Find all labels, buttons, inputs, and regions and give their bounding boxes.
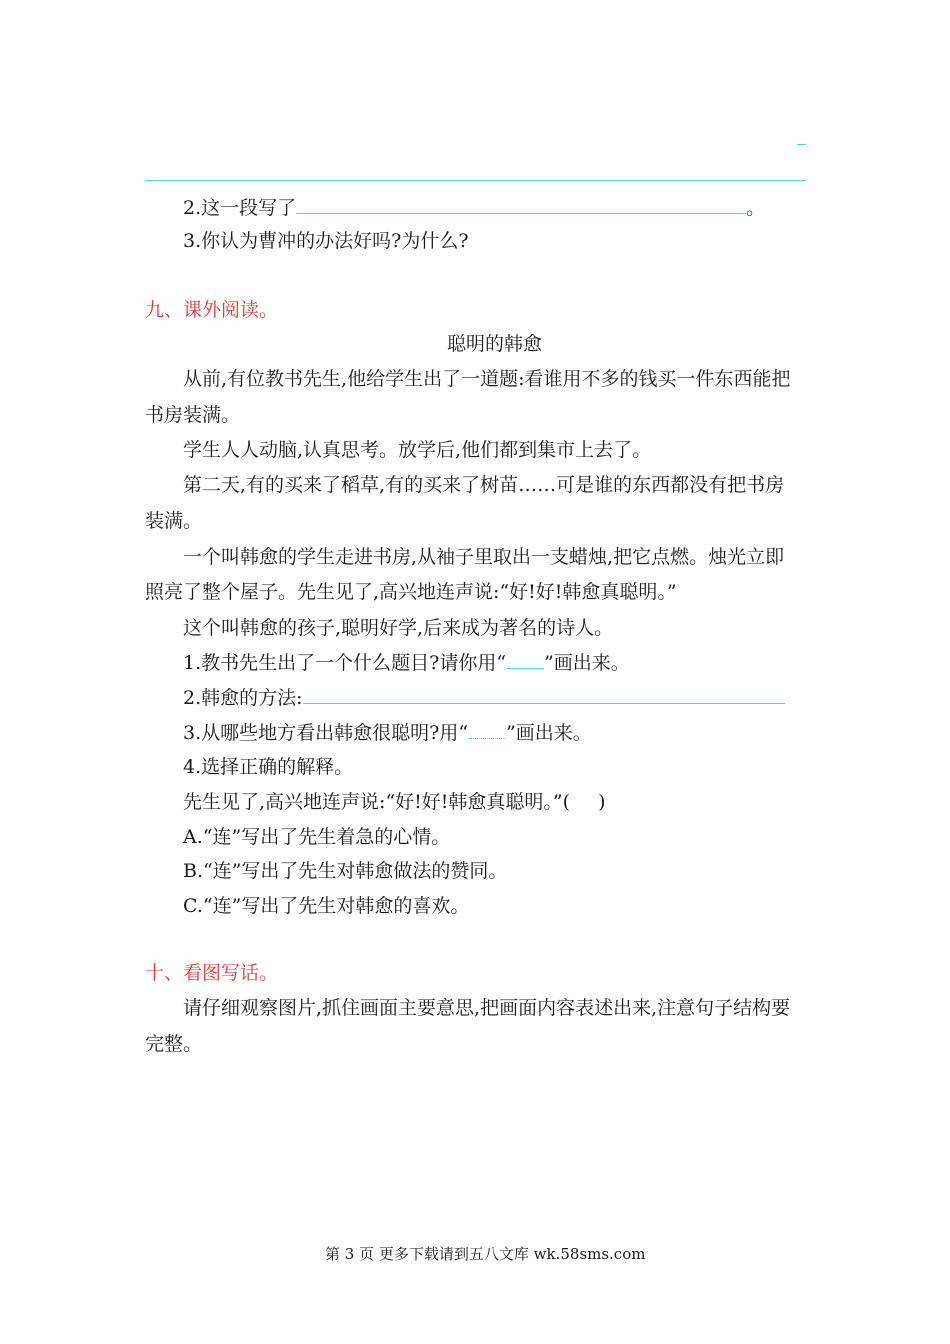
paragraph-2: 学生人人动脑,认真思考。放学后,他们都到集市上去了。: [183, 439, 652, 461]
paragraph-1-line-2: 书房装满。: [145, 404, 241, 426]
question-2: [183, 685, 785, 710]
paragraph-4-line-1: 一个叫韩愈的学生走进书房,从袖子里取出一支蜡烛,把它点燃。烛光立即: [183, 546, 785, 568]
paragraph-3-line-1: 第二天,有的买来了稻草,有的买来了树苗……可是谁的东西都没有把书房: [183, 474, 785, 496]
question-3-text: 3.从哪些地方看出韩愈很聪明?用“: [183, 722, 469, 744]
question-2-prev-suffix: 。: [746, 197, 766, 219]
question-3-prev: 3.你认为曹冲的办法好吗?为什么?: [183, 230, 469, 252]
section-10-paragraph-line-2: 完整。: [145, 1033, 203, 1055]
question-4-stem-text: 先生见了,高兴地连声说:“好!好!韩愈真聪明。”(: [183, 791, 571, 813]
paragraph-1-line-1: 从前,有位教书先生,他给学生出了一道题:看谁用不多的钱买一件东西能把: [183, 368, 791, 390]
question-4: 4.选择正确的解释。: [183, 756, 354, 778]
question-2-text: 2.韩愈的方法:: [183, 687, 303, 709]
answer-line-full[interactable]: [145, 180, 806, 181]
question-2-prev: [183, 195, 765, 220]
section-10-paragraph-line-1: 请仔细观察图片,抓住画面主要意思,把画面内容表述出来,注意句子结构要: [183, 997, 791, 1019]
option-a: A.“连”写出了先生着急的心情。: [183, 826, 451, 848]
underline-sample-wavy: [468, 720, 506, 739]
question-4-stem: [183, 790, 605, 814]
question-4-stem-close: ): [598, 791, 606, 813]
question-1: [183, 650, 630, 675]
question-2-prev-text: 2.这一段写了: [183, 197, 297, 219]
passage-title: 聪明的韩愈: [447, 333, 543, 355]
paragraph-5: 这个叫韩愈的孩子,聪明好学,后来成为著名的诗人。: [183, 617, 614, 639]
page-footer: 第 3 页 更多下载请到五八文库 wk.58sms.com: [325, 1245, 646, 1263]
answer-blank[interactable]: [296, 195, 746, 214]
section-10-heading: 十、看图写话。: [145, 962, 279, 984]
question-1-text: 1.教书先生出了一个什么题目?请你用“: [183, 652, 507, 674]
answer-blank[interactable]: [303, 685, 785, 704]
question-3: [183, 720, 592, 745]
option-b: B.“连”写出了先生对韩愈做法的赞同。: [183, 860, 508, 882]
question-1-suffix: ”画出来。: [544, 652, 630, 674]
paragraph-4-line-2: 照亮了整个屋子。先生见了,高兴地连声说:“好!好!韩愈真聪明。”: [145, 581, 677, 603]
paragraph-3-line-2: 装满。: [145, 510, 203, 532]
option-c: C.“连”写出了先生对韩愈的喜欢。: [183, 895, 470, 917]
answer-line-mark: [797, 144, 806, 145]
question-3-suffix: ”画出来。: [506, 722, 592, 744]
underline-sample-straight: [506, 650, 544, 669]
section-9-heading: 九、课外阅读。: [145, 299, 279, 321]
